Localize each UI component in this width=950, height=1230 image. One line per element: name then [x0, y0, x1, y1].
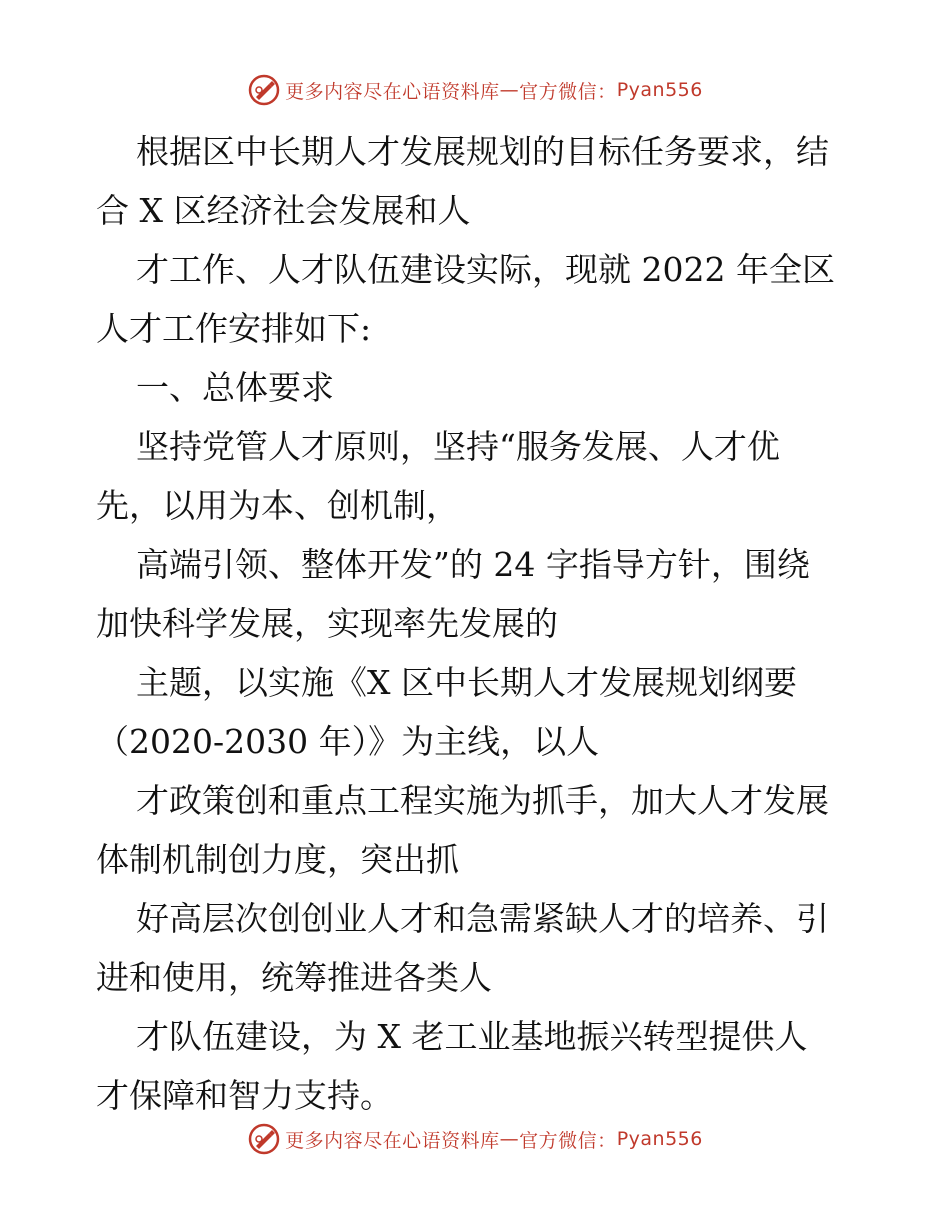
watermark-brand: 更多内容尽在心语资料库	[285, 80, 500, 103]
body-line: 合 X 区经济社会发展和人	[96, 191, 471, 230]
body-line: 才保障和智力支持。	[96, 1076, 393, 1115]
body-line: 根据区中长期人才发展规划的目标任务要求，结	[136, 132, 829, 171]
body-line: 才政策创和重点工程实施为抓手，加大人才发展	[136, 781, 829, 820]
document-body	[96, 122, 856, 1125]
body-line: 体制机制创力度，突出抓	[96, 840, 459, 879]
pen-logo-icon	[247, 1122, 281, 1156]
body-line: 进和使用，统筹推进各类人	[96, 958, 492, 997]
body-line: 加快科学发展，实现率先发展的	[96, 604, 558, 643]
header-watermark	[0, 70, 950, 110]
body-line: 坚持党管人才原则，坚持“服务发展、人才优	[136, 427, 780, 466]
body-line: 一、总体要求	[136, 368, 334, 407]
body-line: 主题，以实施《X 区中长期人才发展规划纲要	[136, 663, 797, 702]
body-line: 先，以用为本、创机制，	[96, 486, 459, 525]
watermark-brand: 更多内容尽在心语资料库	[285, 1129, 500, 1152]
body-line: 高端引领、整体开发”的 24 字指导方针，围绕	[136, 545, 810, 584]
watermark-separator: —	[499, 79, 520, 101]
watermark-account: Pyan556	[616, 79, 703, 101]
body-line: 人才工作安排如下:	[96, 309, 372, 348]
body-line: 好高层次创创业人才和急需紧缺人才的培养、引	[136, 899, 829, 938]
pen-logo-icon	[247, 73, 281, 107]
watermark-label: 官方微信：	[519, 80, 617, 103]
watermark-label: 官方微信：	[519, 1129, 617, 1152]
watermark-separator: —	[499, 1128, 520, 1150]
body-line: （2020-2030 年）》为主线，以人	[96, 722, 600, 761]
body-line: 才工作、人才队伍建设实际，现就 2022 年全区	[136, 250, 835, 289]
watermark-account: Pyan556	[616, 1128, 703, 1150]
footer-watermark	[0, 1119, 950, 1159]
body-line: 才队伍建设，为 X 老工业基地振兴转型提供人	[136, 1017, 808, 1056]
